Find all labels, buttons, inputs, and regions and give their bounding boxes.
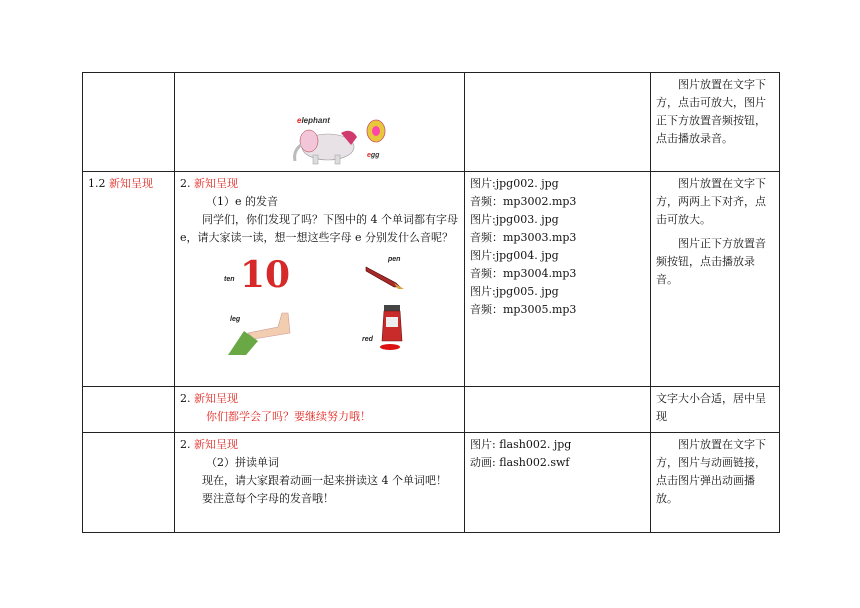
svg-text:elephant: elephant [297, 116, 330, 125]
note-text: 图片放置在文字下方，图片与动画链接，点击图片弹出动画播放。 [656, 438, 766, 505]
note-cell [651, 172, 780, 387]
item-paragraph: 同学们，你们发现了吗？下图中的 4 个单词都有字母 e，请大家读一读，想一想这些字母 e 分别发什么音呢？ [180, 213, 458, 244]
item-title: 新知呈现 [194, 438, 238, 451]
section-cell [83, 73, 175, 172]
word-images [180, 251, 459, 361]
resource-line: 音频：mp3002.mp3 [470, 195, 577, 208]
resource-line: 音频：mp3005.mp3 [470, 303, 577, 316]
item-paragraph: 现在，请大家跟着动画一起来拼读这 4 个单词吧！ [202, 474, 447, 487]
resource-line: 图片: flash002. jpg [470, 438, 572, 451]
item-paragraph: 你们都学会了吗？要继续努力哦！ [206, 410, 371, 423]
note-cell [651, 73, 780, 172]
item-title: 新知呈现 [194, 392, 238, 405]
note-text: 图片正下方放置音频按钮，点击播放录音。 [656, 237, 766, 286]
resource-line: 音频：mp3004.mp3 [470, 267, 577, 280]
note-text: 图片放置在文字下方，点击可放大，图片正下方放置音频按钮，点击播放录音。 [656, 78, 766, 145]
ten-image[interactable] [224, 251, 291, 296]
resource-line: 动画: flash002.swf [470, 456, 570, 469]
svg-text:10: 10 [240, 254, 291, 296]
item-subtitle: （1）e 的发音 [206, 195, 279, 208]
red-image[interactable] [362, 303, 412, 355]
section-cell [83, 387, 175, 433]
item-number: 2. [180, 438, 191, 451]
note-cell [651, 433, 780, 533]
resource-line: 音频：mp3003.mp3 [470, 231, 577, 244]
svg-text:pen: pen [388, 256, 401, 263]
pen-image[interactable] [364, 253, 414, 291]
table-row [83, 387, 780, 433]
resource-cell [465, 387, 651, 433]
note-text: 图片放置在文字下方，两两上下对齐，点击可放大。 [656, 177, 766, 226]
resource-line: 图片:jpg003. jpg [470, 213, 559, 226]
lesson-table [82, 72, 780, 533]
section-cell [83, 433, 175, 533]
content-cell [175, 387, 465, 433]
elephant-egg-image[interactable] [283, 111, 393, 167]
section-label: 新知呈现 [109, 177, 153, 190]
svg-text:egg: egg [367, 152, 380, 159]
content-cell [175, 433, 465, 533]
svg-text:ten: ten [224, 276, 235, 283]
resource-cell [465, 73, 651, 172]
svg-text:leg: leg [230, 316, 241, 323]
resource-line: 图片:jpg004. jpg [470, 249, 559, 262]
item-title: 新知呈现 [194, 177, 238, 190]
table-row [83, 172, 780, 387]
table-row [83, 433, 780, 533]
note-text: 文字大小合适，居中呈现 [656, 392, 766, 423]
content-cell [175, 73, 465, 172]
item-number: 2. [180, 177, 191, 190]
content-cell [175, 172, 465, 387]
section-cell [83, 172, 175, 387]
table-row [83, 73, 780, 172]
item-number: 2. [180, 392, 191, 405]
leg-image[interactable] [224, 307, 304, 357]
section-number: 1.2 [88, 177, 106, 190]
resource-cell [465, 433, 651, 533]
resource-line: 图片:jpg005. jpg [470, 285, 559, 298]
note-cell [651, 387, 780, 433]
resource-line: 图片:jpg002. jpg [470, 177, 559, 190]
item-subtitle: （2）拼读单词 [206, 456, 279, 469]
svg-text:red: red [362, 336, 373, 343]
item-paragraph: 要注意每个字母的发音哦！ [202, 492, 334, 505]
resource-cell [465, 172, 651, 387]
